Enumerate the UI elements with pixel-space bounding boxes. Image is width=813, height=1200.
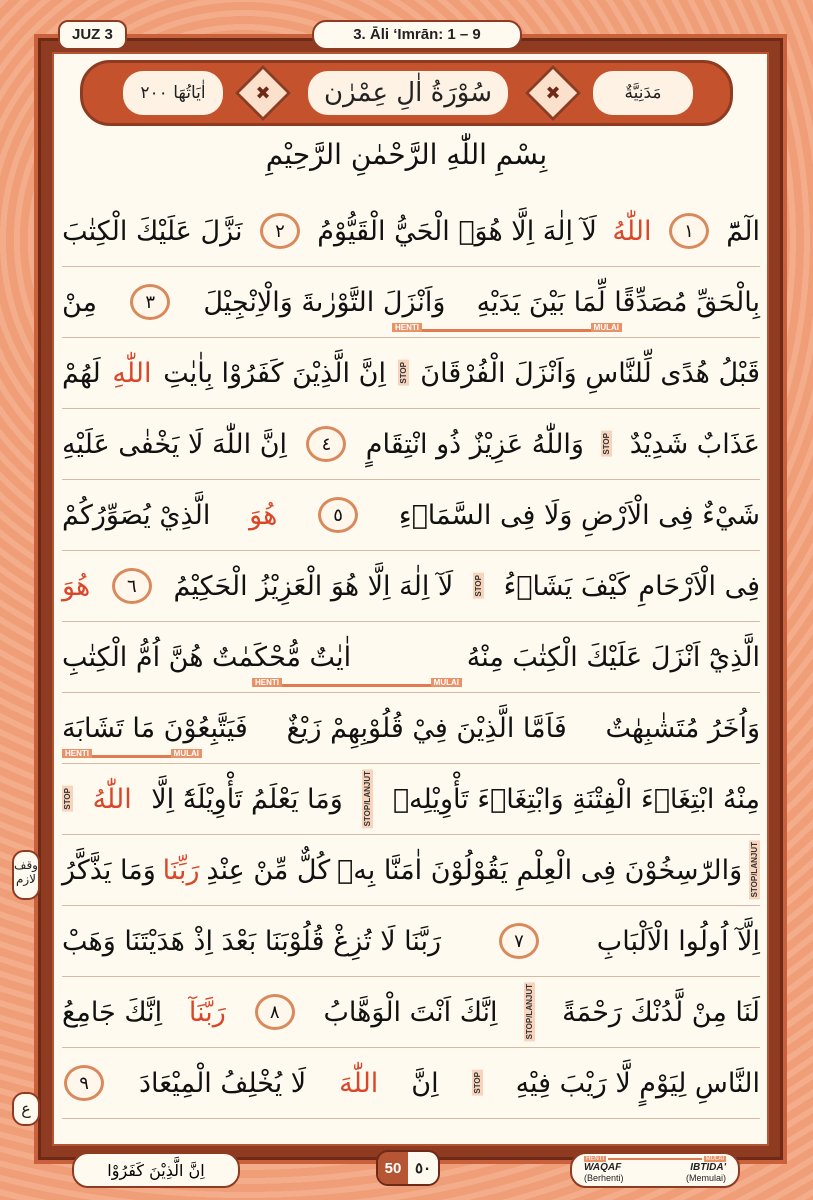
ayah-number-marker: ٥ bbox=[318, 497, 358, 533]
verse-line bbox=[62, 1048, 760, 1119]
verse-text: اٰيٰتٌ مُّحْكَمٰتٌ هُنَّ اُمُّ الْكِتٰبِ bbox=[62, 641, 352, 673]
ayah-number-marker: ٤ bbox=[306, 426, 346, 462]
next-page-catchword: اِنَّ الَّذِيْنَ كَفَرُوْا bbox=[72, 1152, 240, 1188]
verse-text: بِالْحَقِّ مُصَدِّقًا لِّمَا بَيْنَ يَدَيْهِ bbox=[476, 286, 760, 318]
verse-line bbox=[62, 196, 760, 267]
surah-banner bbox=[80, 60, 733, 126]
legend-ibtida-desc: (Memulai) bbox=[685, 1173, 726, 1183]
verse-text: وَاُخَرُ مُتَشٰبِهٰتٌ bbox=[605, 712, 760, 744]
verse-text: اِنَّكَ جَامِعُ bbox=[62, 996, 163, 1028]
revelation-place: مَدَنِيَّةٌ bbox=[593, 71, 693, 115]
star-ornament-icon bbox=[525, 65, 582, 122]
verse-text: فَاَمَّا الَّذِيْنَ فِيْ قُلُوْبِهِمْ زَيْغٌ bbox=[286, 712, 567, 744]
verse-text: النَّاسِ لِيَوْمٍ لَّا رَيْبَ فِيْهِ bbox=[515, 1067, 760, 1099]
surah-title: سُوْرَةُ اٰلِ عِمْرٰن bbox=[308, 71, 508, 115]
verse-text: اِنَّ اللّٰهَ لَا يَخْفٰى عَلَيْهِ bbox=[62, 428, 288, 460]
mulai-label: MULAI bbox=[431, 678, 462, 687]
verse-text: لَآ اِلٰهَ اِلَّا هُوَۚ الْحَيُّ الْقَيُّوْمُ bbox=[317, 215, 597, 247]
verse-text: قَبْلُ هُدًى لِّلنَّاسِ وَاَنْزَلَ الْفُرْقَانَ bbox=[420, 357, 760, 389]
waqf-stop-tag: STOP bbox=[472, 1072, 482, 1094]
highlighted-word: رَبِّنَا bbox=[162, 854, 200, 886]
waqf-stop-tag: STOP bbox=[63, 788, 73, 810]
henti-label: HENTI bbox=[252, 678, 282, 687]
verse-line bbox=[62, 622, 760, 693]
margin-ruku-mark: ع bbox=[12, 1092, 40, 1126]
ayah-number-marker: ٦ bbox=[112, 568, 152, 604]
star-ornament-icon bbox=[235, 65, 292, 122]
verse-text: الَّذِيْٓ اَنْزَلَ عَلَيْكَ الْكِتٰبَ مِنْهُ bbox=[466, 641, 760, 673]
ayah-number-marker: ٨ bbox=[255, 994, 295, 1030]
ayah-number-marker: ١ bbox=[669, 213, 709, 249]
verse-text: الٓمّٓ bbox=[726, 215, 760, 247]
verse-text: رَبَّنَا لَا تُزِغْ قُلُوْبَنَا بَعْدَ اِذْ هَدَيْتَنَا وَهَبْ bbox=[62, 925, 442, 957]
legend-ibtida: IBTIDA' bbox=[690, 1162, 726, 1173]
henti-label: HENTI bbox=[392, 323, 422, 332]
verse-line bbox=[62, 409, 760, 480]
verse-text: وَمَا يَعْلَمُ تَأْوِيْلَهٗٓ اِلَّا bbox=[151, 783, 343, 815]
verse-text: وَاللّٰهُ عَزِيْزٌ ذُو انْتِقَامٍ bbox=[365, 428, 584, 460]
juz-label: JUZ 3 bbox=[58, 20, 127, 50]
highlighted-word: اللّٰهُ bbox=[612, 215, 652, 247]
page-number bbox=[376, 1150, 440, 1186]
legend-waqaf: WAQAF bbox=[584, 1162, 622, 1173]
highlighted-word: اللّٰهِ bbox=[112, 357, 152, 389]
verse-text: عَذَابٌ شَدِيْدٌ bbox=[629, 428, 760, 460]
waqf-legend bbox=[570, 1152, 740, 1188]
verse-text: اِنَّكَ اَنْتَ الْوَهَّابُ bbox=[323, 996, 498, 1028]
verse-text: فِى الْاَرْحَامِ كَيْفَ يَشَاۤءُ bbox=[503, 570, 760, 602]
verse-text: لَآ اِلٰهَ اِلَّا هُوَ الْعَزِيْزُ الْحَكِيْمُ bbox=[173, 570, 454, 602]
waqf-stop-tag: STOP/LANJUT bbox=[363, 771, 373, 827]
ayah-number-marker: ٩ bbox=[64, 1065, 104, 1101]
page-number-latin: 50 bbox=[378, 1152, 408, 1184]
verse-text: اِلَّآ اُولُوا الْاَلْبَابِ bbox=[596, 925, 760, 957]
verse-line bbox=[62, 906, 760, 977]
verse-line bbox=[62, 693, 760, 764]
waqf-stop-tag: STOP/LANJUT bbox=[525, 984, 535, 1040]
verse-count: اٰيَاتُهَا ٢٠٠ bbox=[123, 71, 223, 115]
ayah-number-marker: ٢ bbox=[260, 213, 300, 249]
verse-lines bbox=[62, 196, 760, 1119]
verse-text: مِنْهُ ابْتِغَاۤءَ الْفِتْنَةِ وَابْتِغَاۤءَ تَأْوِيْلِهٖ bbox=[392, 783, 760, 815]
bismillah: بِسْمِ اللّٰهِ الرَّحْمٰنِ الرَّحِيْمِ bbox=[265, 138, 548, 171]
verse-text: اِنَّ bbox=[411, 1067, 439, 1099]
verse-line bbox=[62, 977, 760, 1048]
verse-text: وَالرّٰسِخُوْنَ فِى الْعِلْمِ يَقُوْلُوْنَ اٰمَنَّا بِهٖ bbox=[337, 854, 743, 886]
verse-text: نَزَّلَ عَلَيْكَ الْكِتٰبَ bbox=[62, 215, 243, 247]
surah-range-label: 3. Āli ‘Imrān: 1 – 9 bbox=[312, 20, 522, 50]
verse-text: مِنْ bbox=[62, 286, 98, 318]
waqf-stop-tag: STOP bbox=[602, 433, 612, 455]
margin-waqf-lazim: وقف لازم bbox=[12, 850, 40, 900]
waqf-stop-tag: STOP bbox=[473, 575, 483, 597]
highlighted-word: رَبَّنَآ bbox=[188, 996, 226, 1028]
ayah-number-marker: ٣ bbox=[130, 284, 170, 320]
verse-line bbox=[62, 338, 760, 409]
mulai-label: MULAI bbox=[591, 323, 622, 332]
verse-line bbox=[62, 480, 760, 551]
legend-waqaf-desc: (Berhenti) bbox=[584, 1173, 624, 1183]
highlighted-word: هُوَ bbox=[62, 570, 91, 602]
verse-text: الَّذِيْ يُصَوِّرُكُمْ bbox=[62, 499, 211, 531]
verse-line bbox=[62, 764, 760, 835]
verse-text: وَاَنْزَلَ التَّوْرٰىةَ وَالْاِنْجِيْلَ bbox=[203, 286, 446, 318]
waqf-stop-tag: STOP/LANJUT bbox=[750, 842, 759, 898]
highlighted-word: اللّٰهُ bbox=[92, 783, 132, 815]
verse-text: وَمَا يَذَّكَّرُ bbox=[62, 854, 156, 886]
mulai-label: MULAI bbox=[171, 749, 202, 758]
verse-text: كُلٌّ مِّنْ عِنْدِ bbox=[206, 854, 331, 886]
page-number-arabic: ٥٠ bbox=[408, 1152, 438, 1184]
henti-label: HENTI bbox=[62, 749, 92, 758]
verse-text: لَا يُخْلِفُ الْمِيْعَادَ bbox=[139, 1067, 307, 1099]
ayah-number-marker: ٧ bbox=[499, 923, 539, 959]
verse-text: فَيَتَّبِعُوْنَ مَا تَشَابَهَ bbox=[62, 712, 248, 744]
waqf-stop-tag: STOP bbox=[398, 362, 408, 384]
verse-line bbox=[62, 551, 760, 622]
legend-henti: HENTI bbox=[586, 1156, 604, 1162]
verse-line bbox=[62, 835, 760, 906]
highlighted-word: هُوَ bbox=[249, 499, 278, 531]
highlighted-word: اللّٰهَ bbox=[339, 1067, 379, 1099]
verse-text: شَيْءٌ فِى الْاَرْضِ وَلَا فِى السَّمَاۤءِ bbox=[398, 499, 760, 531]
verse-text: اِنَّ الَّذِيْنَ كَفَرُوْا بِاٰيٰتِ bbox=[163, 357, 386, 389]
verse-line bbox=[62, 267, 760, 338]
legend-mulai: MULAI bbox=[705, 1156, 724, 1162]
verse-text: لَنَا مِنْ لَّدُنْكَ رَحْمَةً bbox=[562, 996, 760, 1028]
verse-text: لَهُمْ bbox=[62, 357, 101, 389]
